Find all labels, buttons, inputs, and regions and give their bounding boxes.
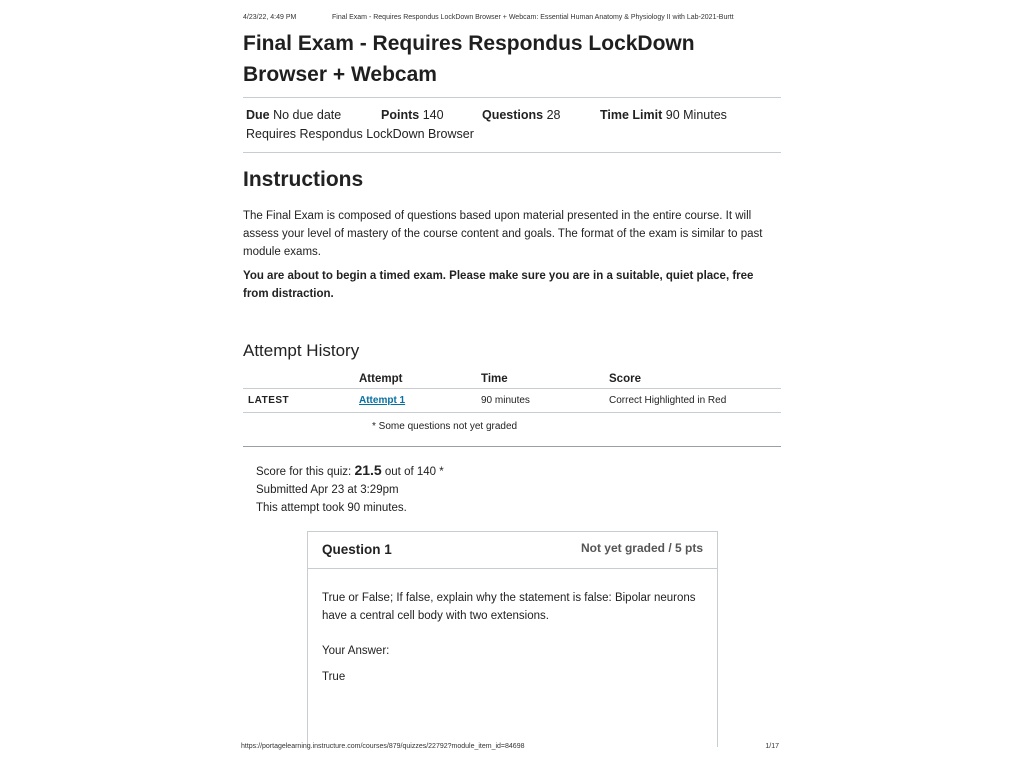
ungraded-note: * Some questions not yet graded [243,413,781,447]
submitted-time: Submitted Apr 23 at 3:29pm [256,484,399,496]
answer-value: True [322,671,346,683]
col-header-label [243,369,359,389]
questions-detail [482,106,600,125]
answer-label: Your Answer: [322,645,390,657]
score-prefix: Score for this quiz: [256,466,352,478]
question-name: Question 1 [322,542,392,557]
score-line [256,461,781,481]
question-header [308,532,717,569]
instructions-warning: You are about to begin a timed exam. Please make sure you are in a suitable, quiet place, free from distraction. [243,270,754,300]
score-suffix: out of 140 * [384,466,444,478]
attempt-1-link[interactable]: Attempt 1 [359,395,406,406]
page-number: 1/17 [765,743,779,750]
due-value: No due date [273,108,342,122]
questions-value: 28 [546,108,561,122]
points-value: 140 [422,108,444,122]
question-text: True or False; If false, explain why the statement is false: Bipolar neurons have a central cell body with two extensions. [322,592,696,622]
questions-label: Questions [482,108,544,122]
attempt-history-heading: Attempt History [243,341,360,360]
latest-label: LATEST [243,389,359,413]
score-value: 21.5 [354,462,382,478]
quiz-title: Final Exam - Requires Respondus LockDown Browser + Webcam [243,32,695,86]
quiz-details [243,97,781,153]
print-url: https://portagelearning.instructure.com/courses/879/quizzes/22792?module_item_id=84698 [241,743,525,750]
instructions-text: The Final Exam is composed of questions based upon material presented in the entire course. It will assess your level of mastery of the course content and goals. The format of the exam is similar to past module exams. [243,210,763,258]
attempt-time: 90 minutes [481,389,609,413]
attempt-score: Correct Highlighted in Red [609,389,781,413]
question-points: Not yet graded / 5 pts [580,541,703,555]
time-limit-value: 90 Minutes [665,108,727,122]
attempt-history-table [243,369,781,413]
question-card [307,531,718,747]
due-label: Due [246,108,270,122]
points-detail [381,106,482,125]
print-page-title: Final Exam - Requires Respondus LockDown Browser + Webcam: Essential Human Anatomy & Physiology II with Lab-2021-Burtt [332,14,734,21]
points-label: Points [381,108,420,122]
time-limit-detail [600,106,727,125]
col-header-score: Score [609,369,781,389]
due-detail [246,106,381,125]
question-body [308,569,717,686]
col-header-time: Time [481,369,609,389]
table-header-row [243,369,781,389]
lockdown-requirement: Requires Respondus LockDown Browser [246,127,474,141]
table-row [243,389,781,413]
time-limit-label: Time Limit [600,108,663,122]
print-date: 4/23/22, 4:49 PM [243,14,297,21]
score-summary [243,461,781,517]
attempt-duration: This attempt took 90 minutes. [256,502,407,514]
main-content [243,28,781,517]
col-header-attempt: Attempt [359,369,481,389]
instructions-heading: Instructions [243,168,364,191]
